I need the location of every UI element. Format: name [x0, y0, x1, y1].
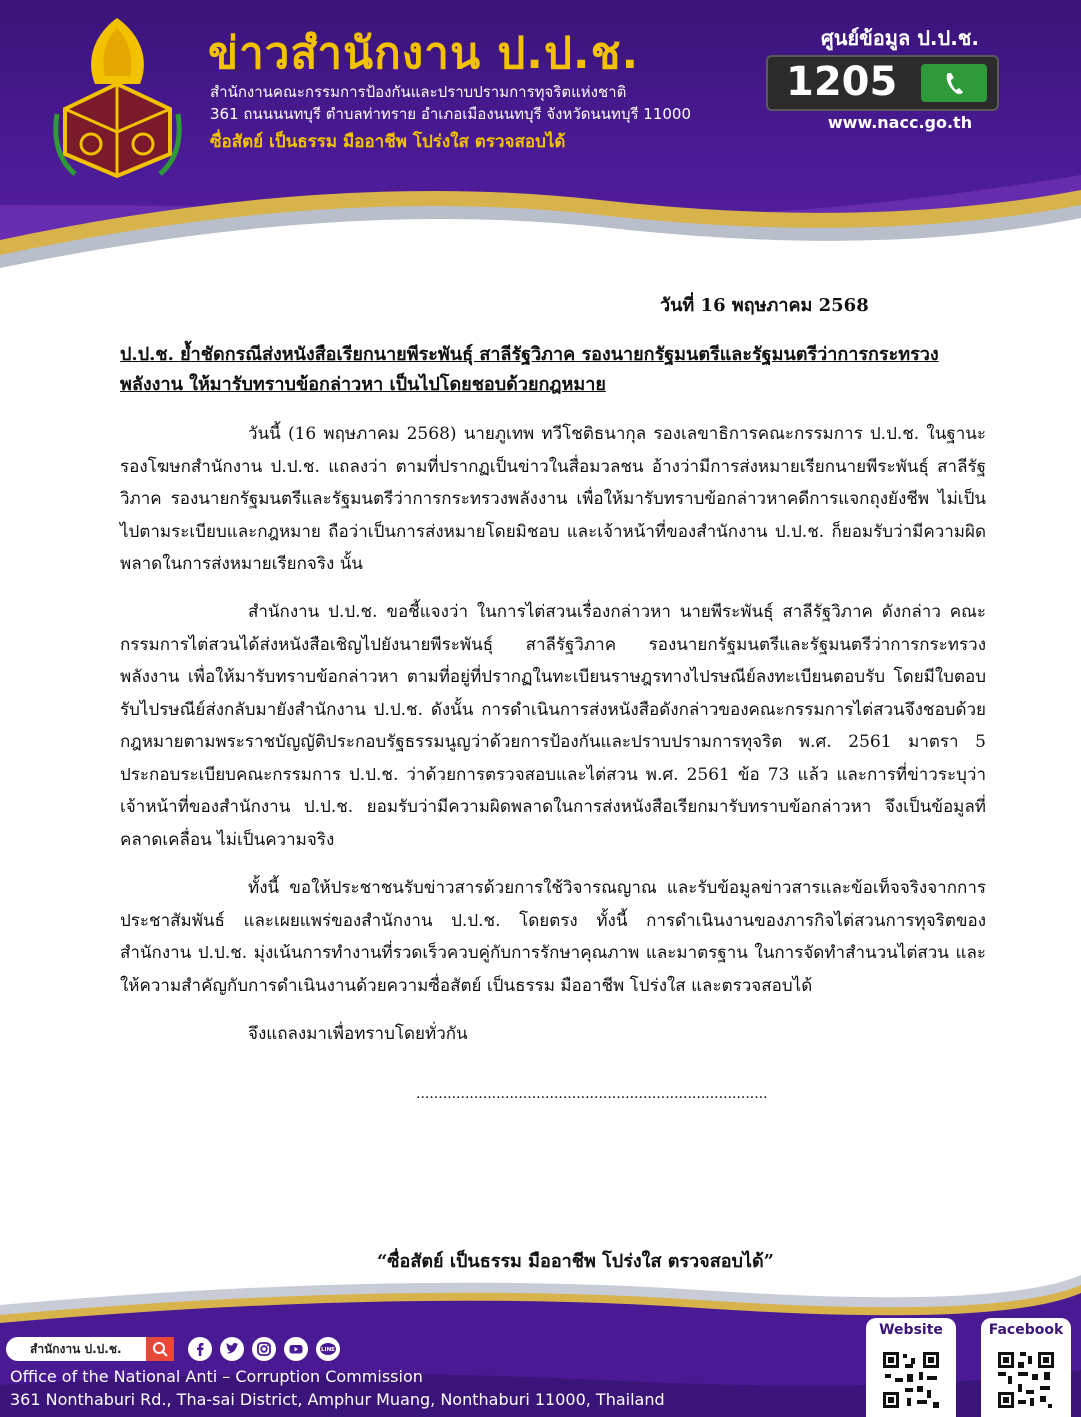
header-slogan: ซื่อสัตย์ เป็นธรรม มืออาชีพ โปร่งใส ตรวจสอบได้ [210, 132, 566, 152]
website-url[interactable]: www.nacc.go.th [827, 113, 973, 132]
header-title: ข่าวสำนักงาน ป.ป.ช. [208, 28, 640, 79]
qr-card-facebook[interactable] [981, 1318, 1071, 1417]
paragraph-2: สำนักงาน ป.ป.ช. ขอชี้แจงว่า ในการไต่สวนเรื่องกล่าวหา นายพีระพันธุ์ สาลีรัฐวิภาค ดังกล่าว คณะกรรมการไต่สวนได้ส่งหนังสือเชิญไปยังนายพีระพันธุ์ สาลีรัฐวิภาค รองนายกรัฐมนตรีและรัฐมนตรีว่าการกระทรวงพลังงาน เพื่อให้มารับทราบข้อกล่าวหา ตามที่อยู่ที่ปรากฏในทะเบียนราษฎรทางไปรษณีย์ลงทะเบียนตอบรับ โดยมีใบตอบรับไปรษณีย์ส่งกลับมายังสำนักงาน ป.ป.ช. ดังนั้น การดำเนินการส่งหนังสือดังกล่าวของคณะกรรมการไต่สวนจึงชอบด้วยกฎหมายตามพระราชบัญญัติประกอบรัฐธรรมนูญว่าด้วยการป้องกันและปราบปรามการทุจริต พ.ศ. 2561 มาตรา 5 ประกอบระเบียบคณะกรรมการ ป.ป.ช. ว่าด้วยการตรวจสอบและไต่สวน พ.ศ. 2561 ข้อ 73 แล้ว และการที่ข่าวระบุว่าเจ้าหน้าที่ของสำนักงาน ป.ป.ช. ยอมรับว่ามีความผิดพลาดในการส่งหนังสือเรียกมารับทราบข้อกล่าวหา จึงเป็นข้อมูลที่คลาดเคลื่อน ไม่เป็นความจริง [120, 602, 986, 850]
document-headline: ป.ป.ช. ย้ำชัดกรณีส่งหนังสือเรียกนายพีระพันธุ์ สาลีรัฐวิภาค รองนายกรัฐมนตรีและรัฐมนตรีว่าการกระทรวงพลังงาน ให้มารับทราบข้อกล่าวหา เป็นไปโดยชอบด้วยกฎหมาย [120, 344, 939, 395]
facebook-qr-code[interactable] [996, 1350, 1056, 1410]
qr-website-label: Website [879, 1322, 943, 1338]
header-banner [0, 0, 1081, 330]
footer-org-name-en: Office of the National Anti – Corruption Commission [10, 1367, 423, 1386]
end-dotted-line: ............................................................................... [416, 1086, 768, 1102]
slogan-quote: “ซื่อสัตย์ เป็นธรรม มืออาชีพ โปร่งใส ตรวจสอบได้” [376, 1251, 775, 1272]
paragraph-3: ทั้งนี้ ขอให้ประชาชนรับข่าวสารด้วยการใช้วิจารณญาณ และรับข้อมูลข่าวสารและข้อเท็จจริงจากการประชาสัมพันธ์ และเผยแพร่ของสำนักงาน ป.ป.ช. โดยตรง ทั้งนี้ การดำเนินงานของภารกิจไต่สวนการทุจริตของสำนักงาน ป.ป.ช. มุ่งเน้นการทำงานที่รวดเร็วควบคู่กับการรักษาคุณภาพ และมาตรฐาน ในการจัดทำสำนวนไต่สวน และให้ความสำคัญกับการดำเนินงานด้วยความซื่อสัตย์ เป็นธรรม มืออาชีพ โปร่งใส และตรวจสอบได้ [120, 878, 986, 996]
header-address: 361 ถนนนนทบุรี ตำบลท่าทราย อำเภอเมืองนนทบุรี จังหวัดนนทบุรี 11000 [210, 105, 692, 123]
website-qr-code[interactable] [881, 1350, 941, 1410]
youtube-icon[interactable] [284, 1337, 308, 1361]
instagram-icon[interactable] [252, 1337, 276, 1361]
facebook-icon[interactable] [188, 1337, 212, 1361]
qr-facebook-label: Facebook [988, 1322, 1064, 1338]
document-date: วันที่ 16 พฤษภาคม 2568 [660, 295, 869, 316]
paragraph-1: วันนี้ (16 พฤษภาคม 2568) นายภูเทพ ทวีโชติธนากุล รองเลขาธิการคณะกรรมการ ป.ป.ช. ในฐานะรองโฆษกสำนักงาน ป.ป.ช. แถลงว่า ตามที่ปรากฏเป็นข่าวในสื่อมวลชน อ้างว่ามีการส่งหมายเรียกนายพีระพันธุ์ สาลีรัฐวิภาค รองนายกรัฐมนตรีและรัฐมนตรีว่าการกระทรวงพลังงาน เพื่อให้มารับทราบข้อกล่าวหาคดีการแจกถุงยังชีพ ไม่เป็นไปตามระเบียบและกฎหมาย ถือว่าเป็นการส่งหมายโดยมิชอบ และเจ้าหน้าที่ของสำนักงาน ป.ป.ช. ก็ยอมรับว่ามีความผิดพลาดในการส่งหมายเรียกจริง นั้น [120, 424, 986, 574]
hotline-box [766, 55, 999, 111]
twitter-icon[interactable] [220, 1337, 244, 1361]
qr-card-website[interactable] [866, 1318, 956, 1417]
hotline-label: ศูนย์ข้อมูล ป.ป.ช. [821, 26, 979, 50]
line-icon-text: LINE [321, 1347, 335, 1354]
search-bar[interactable] [6, 1337, 174, 1361]
closing-line: จึงแถลงมาเพื่อทราบโดยทั่วกัน [248, 1024, 468, 1044]
nacc-logo [55, 14, 180, 179]
hotline-number: 1205 [786, 59, 898, 105]
footer-address-en: 361 Nonthaburi Rd., Tha-sai District, Amphur Muang, Nonthaburi 11000, Thailand [10, 1390, 665, 1409]
phone-icon [921, 64, 987, 102]
line-icon[interactable] [316, 1337, 340, 1361]
header-org-name: สำนักงานคณะกรรมการป้องกันและปราบปรามการทุจริตแห่งชาติ [210, 83, 627, 101]
search-text: สำนักงาน ป.ป.ช. [30, 1342, 122, 1356]
search-icon[interactable] [146, 1337, 174, 1361]
